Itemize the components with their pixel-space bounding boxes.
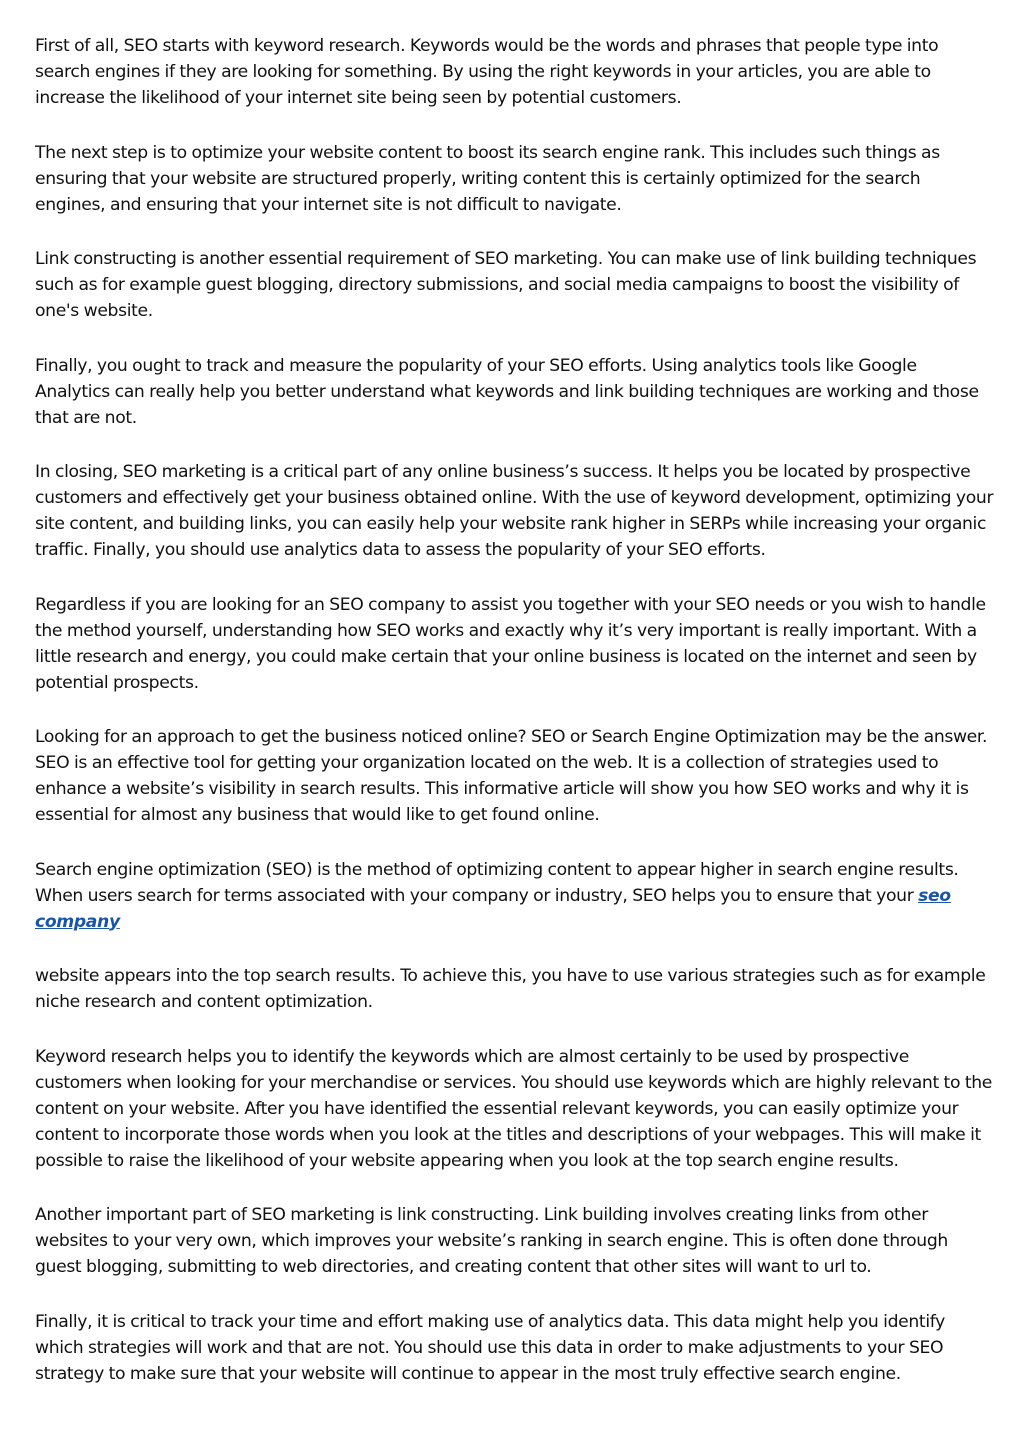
paragraph-2: The next step is to optimize your website content to boost its search engine rank. This includes such things as ensuring that your website are structured properly, writing content this is certainly optimized for the search engines, and ensuring that your internet site is not difficult to navigate.: [35, 142, 940, 215]
paragraph-7: Looking for an approach to get the business noticed online? SEO or Search Engine Optimization may be the answer. SEO is an effective tool for getting your organization located on the web. It is a collection of strategies used to enhance a website’s visibility in search results. This informative article will show you how SEO works and why it is essential for almost any business that would like to get found online.: [35, 727, 988, 825]
paragraph-8-with-link: [35, 857, 995, 935]
paragraph-4: Finally, you ought to track and measure the popularity of your SEO efforts. Using analytics tools like Google Analytics can really help you better understand what keywords and link building techniques are working and those that are not.: [35, 355, 979, 428]
paragraph-11: Another important part of SEO marketing is link constructing. Link building involves creating links from other websites to your very own, which improves your website’s ranking in search engine. This is often done through guest blogging, submitting to web directories, and creating content that other sites will want to url to.: [35, 1205, 948, 1277]
paragraph-12: Finally, it is critical to track your time and effort making use of analytics data. This data might help you identify which strategies will work and that are not. You should use this data in order to make adjustments to your SEO strategy to make sure that your website will continue to appear in the most truly effective search engine.: [35, 1311, 945, 1384]
paragraph-8-text: Search engine optimization (SEO) is the method of optimizing content to appear higher in search engine results. When users search for terms associated with your company or industry, SEO helps you to ensure that your: [35, 859, 959, 906]
paragraph-5: In closing, SEO marketing is a critical part of any online business’s success. It helps you be located by prospective customers and effectively get your business obtained online. With the use of keyword development, optimizing your site content, and building links, you can easily help your website rank higher in SERPs while increasing your organic traffic. Finally, you should use analytics data to assess the popularity of your SEO efforts.: [35, 462, 994, 560]
paragraph-3: Link constructing is another essential requirement of SEO marketing. You can make use of link building techniques such as for example guest blogging, directory submissions, and social media campaigns to boost the visibility of one's website.: [35, 249, 977, 321]
paragraph-10: Keyword research helps you to identify the keywords which are almost certainly to be used by prospective customers when looking for your merchandise or services. You should use keywords which are highly relevant to the content on your website. After you have identified the essential relevant keywords, you can easily optimize your content to incorporate those words when you look at the titles and descriptions of your webpages. This will make it possible to raise the likelihood of your website appearing when you look at the top search engine results.: [35, 1046, 992, 1171]
paragraph-9: website appears into the top search results. To achieve this, you have to use various strategies such as for example niche research and content optimization.: [35, 966, 986, 1012]
seo-company-link[interactable]: seo company: [35, 885, 951, 932]
paragraph-6: Regardless if you are looking for an SEO company to assist you together with your SEO needs or you wish to handle the method yourself, understanding how SEO works and exactly why it’s very important is really important. With a little research and energy, you could make certain that your online business is located on the internet and seen by potential prospects.: [35, 594, 986, 693]
paragraph-1: First of all, SEO starts with keyword research. Keywords would be the words and phrases that people type into search engines if they are looking for something. By using the right keywords in your articles, you are able to increase the likelihood of your internet site being seen by potential customers.: [35, 36, 939, 108]
article-body: [35, 33, 995, 1415]
